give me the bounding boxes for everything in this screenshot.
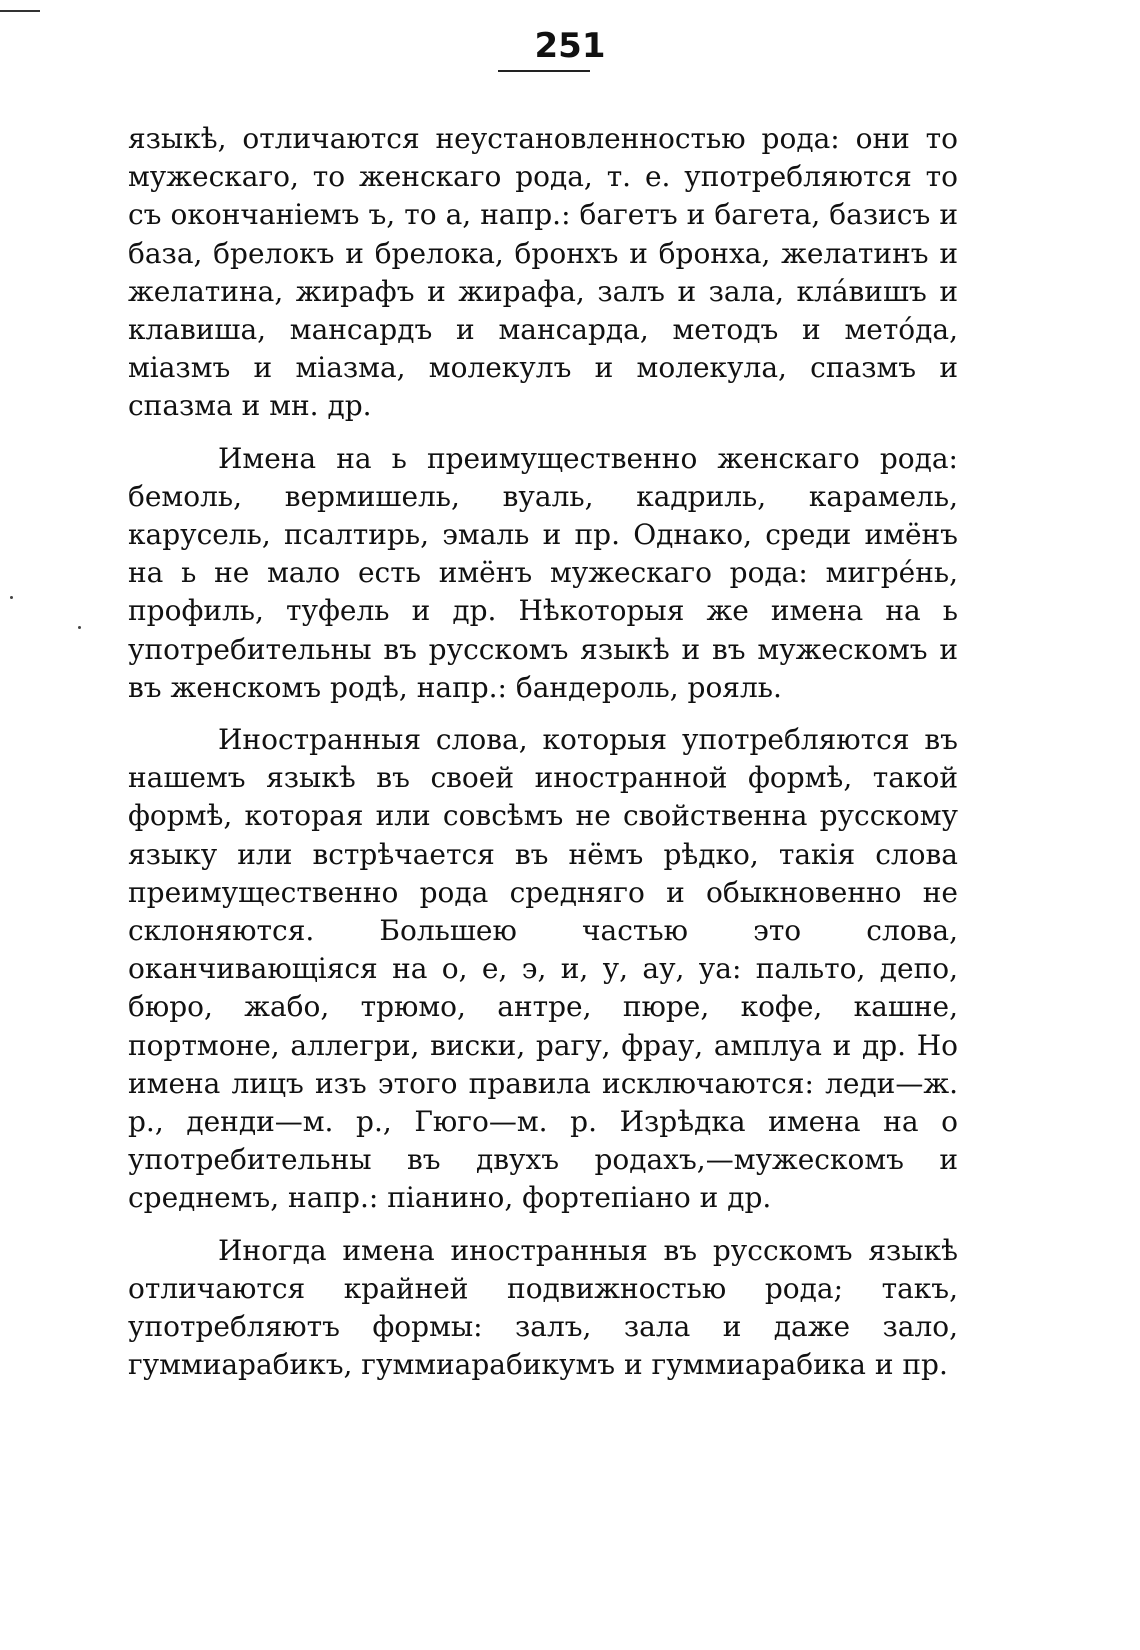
print-speck (78, 626, 81, 629)
paragraph-soft-sign-nouns: Имена на ь преимущественно женскаго рода: бемоль, вермишель, вуаль, кадриль, карамель, карусель, псалтирь, эмаль и пр. Однако, среди имёнъ на ь не мало есть имёнъ мужескаго рода: мигре́нь, профиль, туфель и др. Нѣкоторыя же имена на ь употребительны въ русскомъ языкѣ и въ мужескомъ и въ женскомъ родѣ, напр.: бандероль, рояль. (128, 441, 958, 704)
page-number-underline (498, 70, 590, 72)
paragraph-foreign-words: Иностранныя слова, которыя употребляются въ нашемъ языкѣ въ своей иностранной формѣ, такой формѣ, которая или совсѣмъ не свойственна русскому языку или встрѣчается въ нёмъ рѣдко, такія слова преимущественно рода средняго и обыкновенно не склоняются. Большею частью это слова, оканчивающіяся на о, е, э, и, у, ау, уа: пальто, депо, бюро, жабо, трюмо, антре, пюре, кофе, кашне, портмоне, аллегри, виски, рагу, фрау, амплуа и др. Но имена лицъ изъ этого правила исключаются: леди—ж. р., денди—м. р., Гюго—м. р. Изрѣдка имена на о употребительны въ двухъ родахъ,—мужескомъ и среднемъ, напр.: піанино, фортепіано и др. (128, 723, 958, 1215)
page-number: 251 (534, 26, 606, 66)
corner-rule (0, 10, 40, 12)
paragraph-mobile-gender: Иногда имена иностранныя въ русскомъ языкѣ отличаются крайней подвижностью рода; такъ, употребляютъ формы: залъ, зала и даже зало, гуммиарабикъ, гуммиарабикумъ и гуммиарабика и пр. (128, 1233, 958, 1382)
print-speck (10, 596, 13, 599)
paragraph-gender-variation: языкѣ, отличаются неустановленностью рода: они то мужескаго, то женскаго рода, т. е. употребляются то съ окончаніемъ ъ, то а, напр.: багетъ и багета, базисъ и база, брелокъ и брелока, бронхъ и бронха, желатинъ и желатина, жирафъ и жирафа, залъ и зала, кла́вишъ и клавиша, мансардъ и мансарда, методъ и мето́да, міазмъ и міазма, молекулъ и молекула, спазмъ и спазма и мн. др. (128, 122, 958, 423)
text-body (128, 120, 958, 1385)
